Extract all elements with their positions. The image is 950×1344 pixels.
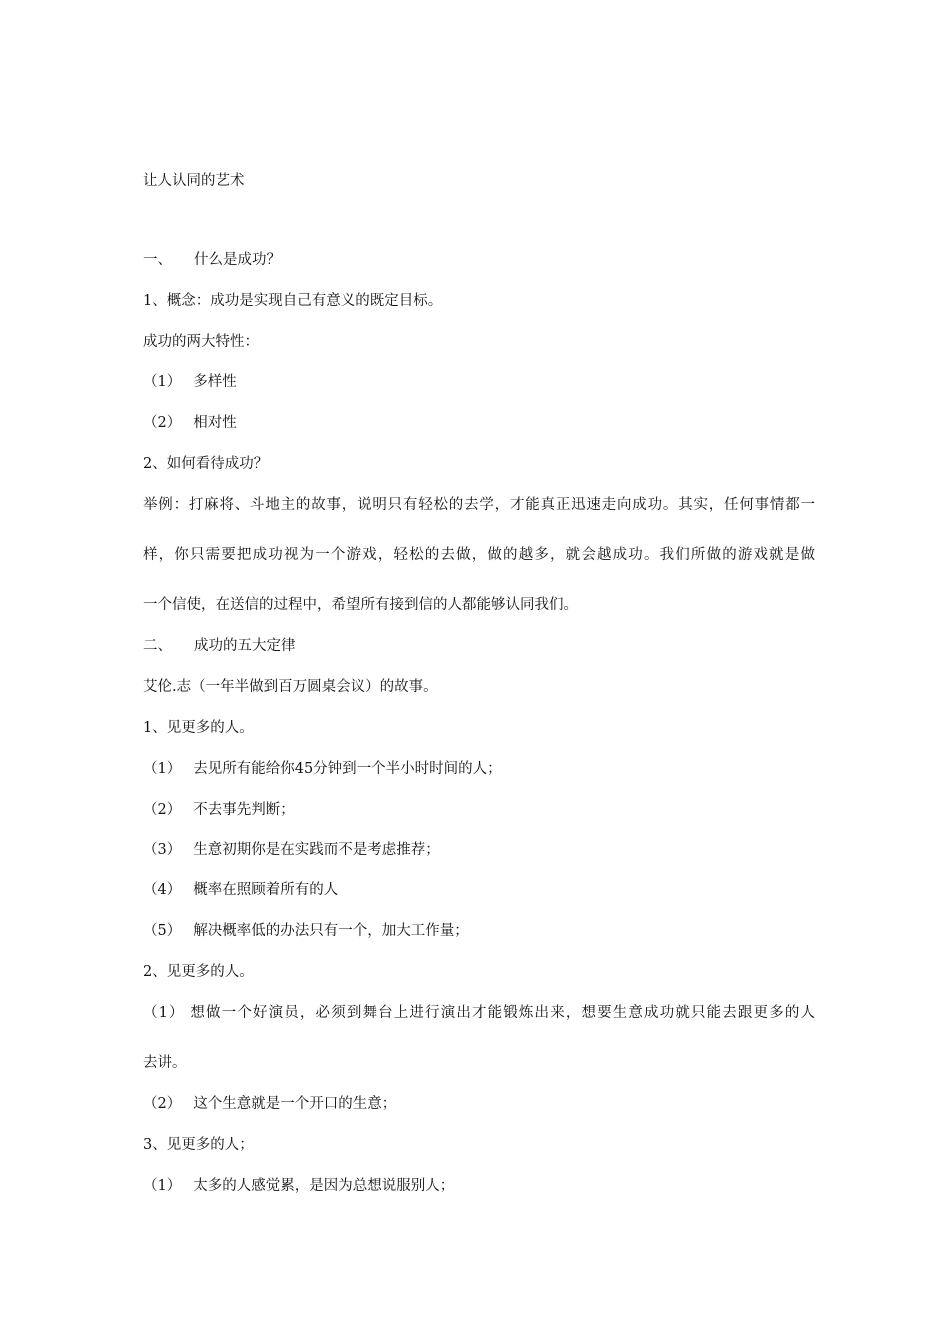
item-number: （2） — [143, 1096, 182, 1112]
item-number: （1） — [143, 761, 182, 777]
section-2-heading — [143, 636, 815, 656]
item-text: 去见所有能给你45分钟到一个半小时时间的人； — [193, 761, 502, 777]
item-text: 生意初期你是在实践而不是考虑推荐； — [193, 842, 440, 858]
section-2-number: 二、 — [143, 638, 172, 654]
example-paragraph-line: 一个信使，在送信的过程中，希望所有接到信的人都能够认同我们。 — [143, 597, 578, 613]
section-1-title: 什么是成功？ — [194, 252, 281, 268]
item-number: （1） — [143, 1178, 182, 1194]
trait-number: （1） — [143, 374, 182, 390]
law-2-item-line: 去讲。 — [143, 1055, 187, 1071]
how-to-view-success: 2、如何看待成功？ — [143, 456, 269, 472]
trait-item — [143, 413, 815, 433]
item-number: （3） — [143, 842, 182, 858]
law-2-item — [143, 1094, 815, 1114]
trait-item — [143, 372, 815, 392]
item-number: （4） — [143, 882, 182, 898]
item-text: 太多的人感觉累，是因为总想说服别人； — [193, 1178, 455, 1194]
law-2-heading: 2、见更多的人。 — [143, 964, 254, 980]
law-2-item-line: （1） 想做一个好演员，必须到舞台上进行演出才能锻炼出来，想要生意成功就只能去跟更多的人 — [143, 1005, 815, 1021]
item-text: 解决概率低的办法只有一个，加大工作量； — [193, 923, 469, 939]
item-text: 不去事先判断； — [193, 802, 295, 818]
example-paragraph-line: 样，你只需要把成功视为一个游戏，轻松的去做，做的越多，就会越成功。我们所做的游戏就是做 — [143, 547, 815, 563]
section-1-heading — [143, 250, 815, 270]
section-2-title: 成功的五大定律 — [194, 638, 296, 654]
law-3-item — [143, 1176, 815, 1196]
example-paragraph-line: 举例：打麻将、斗地主的故事，说明只有轻松的去学，才能真正迅速走向成功。其实，任何事情都一 — [143, 497, 815, 513]
concept-line: 1、概念：成功是实现自己有意义的既定目标。 — [143, 293, 443, 309]
section-1-number: 一、 — [143, 252, 172, 268]
law-1-item — [143, 840, 815, 860]
law-3-heading: 3、见更多的人； — [143, 1137, 254, 1153]
trait-text: 相对性 — [193, 415, 237, 431]
law-1-item — [143, 759, 815, 779]
item-text: 概率在照顾着所有的人 — [193, 882, 339, 898]
trait-number: （2） — [143, 415, 182, 431]
law-1-heading: 1、见更多的人。 — [143, 720, 254, 736]
law-1-item — [143, 800, 815, 820]
story-line: 艾伦.志（一年半做到百万圆桌会议）的故事。 — [143, 679, 438, 695]
law-1-item — [143, 880, 815, 900]
traits-title: 成功的两大特性： — [143, 334, 259, 350]
trait-text: 多样性 — [193, 374, 237, 390]
item-number: （2） — [143, 802, 182, 818]
item-number: （5） — [143, 923, 182, 939]
law-1-item — [143, 921, 815, 941]
item-text: 这个生意就是一个开口的生意； — [193, 1096, 397, 1112]
document-title: 让人认同的艺术 — [143, 173, 245, 189]
